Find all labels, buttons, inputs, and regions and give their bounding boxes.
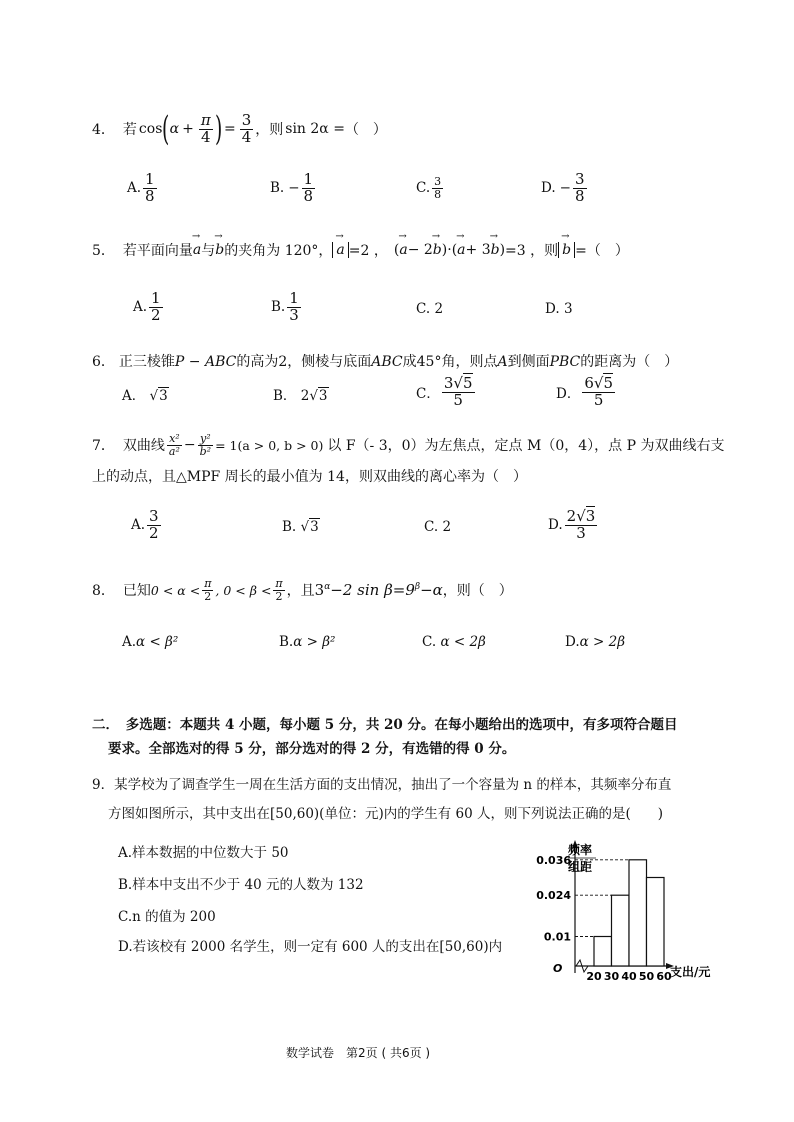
q8-text1: 已知 [122,583,151,599]
q8-eq-base: 3 [314,581,325,599]
q5-abs-a-vec: → a [336,242,344,258]
q5-vector-b: → b [215,242,224,258]
q9-option-c[interactable]: C.n 的值为 200 [118,909,216,925]
q4-paren: （ ） [344,122,387,138]
q7-d-num: 2√3 [566,507,596,525]
q5-text2: 的夹角为 120°， [224,243,333,259]
q5-expr2: + 3 [465,242,491,258]
q4-b-num: 1 [303,170,314,188]
q5-number: 5． [92,243,115,259]
q6-option-d-label: D． [556,386,581,403]
q5-option-b[interactable] [271,291,303,324]
q5-dot-product: (→ a− 2→ b)·(→ a+ 3→ b) [394,242,505,258]
q7-option-d-label: D. [548,517,563,534]
q4-option-d-sign: − [559,180,571,197]
q4-d-num: 3 [574,170,585,188]
q8-option-c-text: α < 2β [440,634,486,650]
q4-d-den: 8 [574,186,585,205]
q6-angle: 45° [416,354,442,370]
q4-rparen: ) [214,109,222,149]
q8-option-c-label: C. [422,634,437,650]
q5-option-c-label: C. [416,301,431,317]
q6-text7: 的距离为（ ） [580,354,679,370]
page-footer: 数学试卷 第2页 ( 共6页 ) [286,1046,431,1060]
q6-abc: ABC [371,354,403,370]
x-tick-label-60: 60 [656,970,672,983]
q5-dp-a1: → a [399,242,407,258]
q5-option-a[interactable] [133,291,165,324]
q7-d-den: 3 [576,523,586,542]
q8-sup-a: α [324,582,331,592]
q5-dp-a2: → a [457,242,465,258]
q7-d-rad: 3 [585,507,596,525]
q6-a-rad: 3 [159,388,168,404]
q5-abs-b [558,242,575,258]
q8-option-a-label: A. [122,634,137,650]
q9-option-a[interactable]: A.样本数据的中位数大于 50 [118,845,289,861]
q4-option-d[interactable] [541,172,589,205]
histogram-bars [594,860,664,966]
q4-stem [92,109,387,149]
q5-dp-b2: → b [491,242,500,258]
q7-option-c-text: 2 [442,519,452,535]
q8-eq-mid: −2 sin β=9 [330,581,415,599]
q7-option-d[interactable] [548,509,599,542]
q7-number: 7． [92,438,115,454]
q8-pi-b: π [275,576,283,590]
q8-pi-a: π [204,576,212,590]
q4-then: ，则 [255,122,284,138]
q8-text3: ，则（ ） [442,583,513,599]
q7-text1: 双曲线 [122,438,165,454]
q9-option-b[interactable]: B.样本中支出不少于 40 元的人数为 132 [118,877,364,893]
q7-a2: a² [168,444,180,458]
q6-b-rad: 3 [318,388,328,404]
q5-option-c-text: 2 [434,301,444,317]
section2-title-line2: 要求。全部选对的得 5 分，部分选对的得 2 分，有选错的得 0 分。 [108,741,516,757]
section2-title: 二． 多选题：本题共 4 小题，每小题 5 分，共 20 分。在每小题给出的选项中，有多项符合题目 [92,717,678,733]
x-tick-label-30: 30 [603,970,620,983]
q5-eq3: =3 ，则 [505,243,559,259]
q5-a-num: 1 [151,289,161,307]
q6-text2: 的高为 [236,354,279,370]
q7-a-num: 3 [149,507,159,525]
q6-option-b[interactable] [273,384,329,404]
q4-value-den: 4 [241,127,252,146]
q8-two-b: 2 [275,589,283,603]
q6-number: 6． [92,354,115,370]
q5-abs-b-vec: → b [562,242,571,258]
x-tick-label-20: 20 [586,970,602,983]
q7-minus: − [183,437,196,453]
q4-a-den: 8 [145,186,155,205]
q7-option-c[interactable] [424,519,451,535]
histogram-bar-40-50 [629,860,647,966]
q5-dp-b1: → b [433,242,442,258]
q8-option-b-text: α > β² [293,634,336,650]
q4-option-c-frac [432,176,443,200]
q4-four: 4 [201,127,211,146]
q4-option-b-frac [302,172,316,205]
frequency-histogram [520,838,740,988]
q6-option-a[interactable] [122,384,169,404]
q6-text5: 角，则点 [441,354,498,370]
q4-option-b-sign: − [288,180,300,197]
q6-option-b-label: B． [273,388,297,404]
q6-stem [92,351,678,371]
q4-eq: = [223,121,236,137]
q6-pbc: PBC [549,354,581,370]
q5-text1: 若平面向量 [122,243,193,259]
q6-c-coef: 3 [443,374,454,392]
q4-value-num: 3 [241,110,252,129]
q8-two-a: 2 [204,589,212,603]
q8-eq-end: −α [420,581,443,599]
q4-c-den: 8 [434,187,442,201]
q6-text1: 正三棱锥 [118,354,175,370]
q6-option-c[interactable] [416,376,477,409]
q4-pi-over-4 [199,110,213,146]
q5-option-d[interactable] [545,301,573,317]
q9-option-d[interactable]: D.若该校有 2000 名学生，则一定有 600 人的支出在[50,60)内 [118,939,503,955]
q6-d-den: 5 [593,390,604,409]
q8-option-a-text: α < β² [136,634,179,650]
histogram-x-ticks [586,970,672,983]
q4-option-b[interactable] [270,172,317,205]
q4-number: 4． [92,122,115,138]
q4-alpha: α [169,121,180,137]
q7-y2: y² [200,431,211,445]
q8-option-b[interactable] [279,634,335,650]
q8-stem [92,573,513,607]
q5-eq-end: =（ ） [575,243,629,259]
q7-option-a[interactable] [131,509,163,542]
q5-option-b-label: B. [271,299,286,316]
q6-option-a-sqrt: √3 [149,388,168,404]
q4-value [240,110,254,146]
q7-option-c-label: C. [424,519,439,535]
q8-option-c[interactable] [422,634,486,650]
q7-option-a-label: A. [131,517,146,534]
q8-option-d-text: α > 2β [579,634,626,650]
histogram-bar-20-30 [594,937,612,967]
q8-equation [315,581,443,599]
q5-dot: · [447,242,452,258]
q7-text2: 以 F（- 3，0）为左焦点，定点 M（0，4），点 P 为双曲线右支 [327,438,725,454]
y-tick-label-0.01: 0.01 [543,930,571,944]
q4-option-a-label: A. [127,180,142,197]
q8-cond1: 0 < α < [150,582,201,598]
q6-text3: ，侧棱与底面 [287,354,372,370]
q7-b2: b² [199,444,212,458]
q5-expr1: − 2 [407,242,433,258]
q4-c-num: 3 [434,175,442,188]
q4-sin2a: sin 2α = [285,121,345,137]
q6-option-a-label: A． [122,388,146,404]
q6-c-num: 3√5 [443,374,473,392]
q8-number: 8． [92,583,115,599]
q6-option-c-frac [442,376,475,409]
q4-plus: + [182,121,194,137]
origin-label: O [553,962,563,975]
q7-x2: x² [169,431,180,445]
x-axis-label: 支出/元 [670,965,711,979]
q5-option-c[interactable] [416,301,443,317]
q9-stem-line2: 方图如图所示，其中支出在[50,60)(单位：元)内的学生有 60 人，则下列说法正确的是( ) [108,806,664,822]
q5-vector-a: → a [193,242,201,258]
q4-b-den: 8 [303,186,314,205]
q5-option-a-frac [149,291,163,324]
q5-option-d-label: D. [545,301,560,317]
q6-text4: 成 [402,354,417,370]
q4-option-d-frac [573,172,587,205]
x-tick-label-50: 50 [638,970,655,983]
q4-option-c-label: C. [416,180,431,197]
q7-frac-x [167,433,182,457]
q6-c-rad: 5 [462,374,473,392]
histogram-bar-30-40 [612,895,630,966]
y-axis-label-bottom: 组距 [568,860,593,874]
histogram-y-ticks [536,854,571,944]
q6-b-coef: 2 [300,388,310,404]
q8-option-d-label: D. [565,634,580,650]
q7-b-rad: 3 [310,519,319,535]
q7-option-b[interactable] [282,519,320,535]
q7-a-den: 2 [149,523,159,542]
q6-pabc: P − ABC [174,354,237,370]
q4-option-a-frac [143,172,157,205]
q7-frac-y [198,433,213,457]
q6-option-d[interactable] [556,376,617,409]
q5-option-d-text: 3 [563,301,573,317]
q6-option-b-sqrt: √3 [309,388,328,404]
histogram-bar-50-60 [647,878,665,967]
q8-cond2: , 0 < β < [215,582,272,598]
q5-abs-a [332,242,348,258]
q7-stem-line2: 上的动点，且△MPF 周长的最小值为 14，则双曲线的离心率为（ ） [92,469,527,485]
q6-c-den: 5 [453,390,463,409]
q7-cond: = 1(a > 0, b > 0) [215,437,324,453]
q7-option-b-sqrt: √3 [300,519,319,535]
q4-option-c[interactable] [416,176,445,200]
q5-option-a-label: A. [133,299,148,316]
q5-yu: 与 [201,243,216,259]
q8-option-b-label: B. [279,634,294,650]
q7-d-coef: 2 [566,507,577,525]
q8-sup-b: β [414,582,421,592]
q4-lparen: ( [162,109,170,149]
y-tick-label-0.036: 0.036 [536,853,571,867]
q5-a-den: 2 [151,305,161,324]
q7-option-d-frac [565,509,598,542]
q6-height: 2 [278,354,288,370]
q7-option-b-label: B. [282,519,297,535]
q8-option-a[interactable] [122,634,178,650]
q5-abs-eq: =2 ， [348,243,388,259]
q6-d-rad: 5 [603,374,613,392]
q8-pi-over-2-a [202,578,213,602]
q6-option-c-label: C． [416,386,440,403]
q5-option-b-frac [287,291,301,324]
q6-d-coef: 6 [584,374,594,392]
q4-option-b-label: B. [270,180,285,197]
q4-option-d-label: D. [541,180,556,197]
q4-option-a[interactable] [127,172,159,205]
q7-option-a-frac [147,509,161,542]
q7-stem-line1 [92,428,724,462]
x-tick-label-40: 40 [621,970,637,983]
q5-b-den: 3 [289,305,299,324]
y-axis-label-top: 频率 [568,843,593,857]
q5-b-num: 1 [289,289,299,307]
q4-pre: 若 [122,122,137,138]
y-tick-label-0.024: 0.024 [536,889,571,903]
q4-pi: π [200,110,211,129]
q8-text2: ，且 [286,583,315,599]
q4-a-num: 1 [145,170,155,188]
q6-point-a: A [497,354,508,370]
q6-d-num: 6√5 [584,374,613,392]
q8-pi-over-2-b [273,578,284,602]
q5-stem [92,236,629,264]
q6-option-d-frac [582,376,615,409]
q4-cos: cos [138,121,163,137]
q9-stem-line1: 9．某学校为了调查学生一周在生活方面的支出情况，抽出了一个容量为 n 的样本，其频率分布直 [92,777,672,793]
q8-option-d[interactable] [565,634,625,650]
q6-text6: 到侧面 [507,354,550,370]
